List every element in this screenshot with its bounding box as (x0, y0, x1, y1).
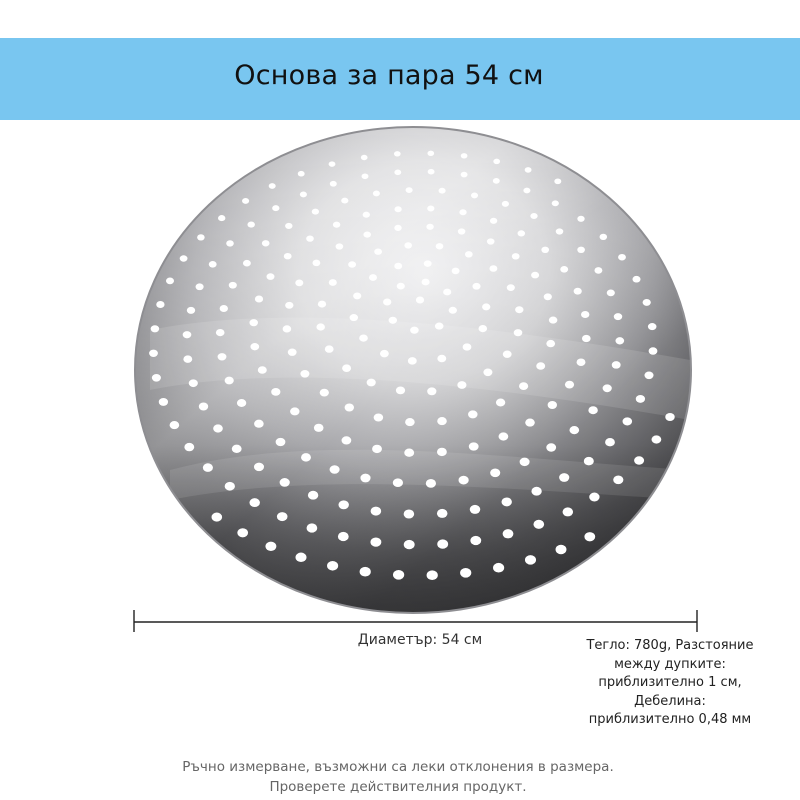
perforation-hole (549, 317, 557, 324)
spec-line: приблизително 1 см, (598, 675, 742, 690)
perforation-hole (525, 555, 536, 565)
perforation-hole (530, 213, 537, 219)
perforation-hole (470, 505, 481, 514)
perforation-hole (306, 235, 314, 241)
perforation-hole (314, 424, 324, 432)
perforation-hole (427, 206, 434, 212)
perforation-hole (285, 223, 292, 229)
perforation-hole (216, 329, 225, 336)
perforation-hole (361, 155, 368, 160)
perforation-hole (183, 331, 192, 338)
perforation-hole (493, 563, 504, 573)
perforation-hole (496, 399, 505, 407)
perforation-hole (531, 272, 539, 279)
perforation-hole (389, 317, 397, 324)
perforation-hole (298, 171, 305, 177)
perforation-hole (490, 468, 500, 477)
perforation-hole (307, 523, 318, 532)
perforation-hole (397, 283, 405, 290)
perforation-hole (443, 289, 451, 296)
spec-line: Тегло: 780g, Разстояние (586, 638, 754, 653)
perforation-hole (280, 478, 290, 487)
perforation-hole (614, 313, 622, 320)
perforation-hole (370, 537, 381, 546)
perforation-hole (243, 260, 251, 267)
perforation-hole (199, 403, 208, 411)
perforation-hole (360, 474, 370, 483)
perforation-hole (271, 388, 280, 396)
perforation-hole (582, 335, 591, 342)
perforation-hole (525, 419, 535, 427)
perforation-hole (336, 243, 344, 249)
note-line: Ръчно измерване, възможни са леки отклонения в размера. (182, 759, 614, 775)
perforation-hole (197, 234, 205, 240)
perforation-hole (515, 306, 523, 313)
perforation-hole (461, 172, 468, 178)
perforation-hole (437, 448, 447, 456)
perforation-hole (531, 487, 541, 496)
perforation-hole (367, 379, 376, 387)
perforation-hole (267, 273, 275, 280)
perforation-hole (632, 276, 640, 283)
perforation-hole (283, 325, 292, 332)
perforation-hole (471, 192, 478, 198)
perforation-hole (151, 325, 160, 332)
perforation-hole (166, 278, 174, 285)
page-title: Основа за пара 54 см (234, 60, 544, 91)
note-line: Проверете действителния продукт. (269, 779, 527, 795)
perforation-hole (665, 413, 675, 421)
perforation-hole (523, 188, 530, 194)
perforation-hole (584, 532, 595, 541)
perforation-hole (342, 436, 352, 444)
perforation-hole (372, 445, 382, 453)
measurement-note (100, 757, 696, 797)
perforation-hole (300, 191, 307, 197)
perforation-hole (262, 240, 270, 246)
perforation-hole (426, 479, 436, 488)
perforation-hole (338, 532, 349, 541)
perforation-hole (427, 387, 436, 395)
perforation-hole (518, 230, 526, 236)
perforation-hole (426, 224, 433, 230)
perforation-hole (594, 267, 602, 274)
perforation-hole (507, 284, 515, 291)
perforation-hole (350, 314, 358, 321)
perforation-hole (180, 255, 188, 261)
perforation-hole (439, 188, 446, 194)
perforation-hole (457, 381, 466, 389)
perforation-hole (254, 420, 264, 428)
perforation-hole (242, 198, 249, 204)
perforation-hole (288, 348, 297, 355)
perforation-hole (410, 327, 419, 334)
perforation-hole (353, 292, 361, 299)
perforation-hole (643, 299, 651, 306)
perforation-hole (394, 151, 401, 156)
perforation-hole (285, 302, 293, 309)
perforation-hole (437, 355, 446, 362)
perforation-hole (394, 225, 401, 231)
perforation-hole (348, 261, 356, 268)
perforation-hole (374, 248, 382, 254)
perforation-hole (265, 542, 276, 551)
perforation-hole (218, 215, 225, 221)
perforation-hole (648, 323, 657, 330)
perforation-hole (588, 406, 597, 414)
perforation-hole (560, 266, 568, 273)
perforation-hole (449, 307, 457, 314)
perforation-hole (394, 206, 401, 212)
perforation-hole (254, 463, 264, 472)
perforation-hole (612, 361, 621, 369)
perforation-hole (408, 357, 417, 365)
perforation-hole (232, 445, 242, 453)
diameter-label: Диаметър: 54 см (357, 632, 483, 648)
perforation-hole (490, 218, 497, 224)
perforation-hole (556, 545, 567, 554)
perforation-hole (284, 253, 292, 259)
perforation-hole (170, 421, 180, 429)
perforation-hole (237, 399, 246, 407)
perforation-hole (514, 329, 523, 336)
perforation-hole (465, 251, 473, 257)
perforation-hole (404, 509, 415, 518)
perforation-hole (258, 366, 267, 374)
perforation-hole (525, 167, 532, 173)
perforation-hole (636, 395, 645, 403)
perforation-hole (295, 280, 303, 287)
perforation-hole (459, 476, 469, 485)
perforation-hole (220, 305, 228, 312)
perforation-hole (225, 482, 235, 491)
perforation-hole (437, 509, 448, 518)
perforation-hole (394, 169, 401, 175)
perforation-hole (272, 205, 279, 211)
perforation-hole (345, 404, 354, 412)
perforation-hole (502, 201, 509, 207)
perforation-hole (563, 507, 574, 516)
perforation-hole (405, 418, 415, 426)
perforation-hole (559, 473, 569, 482)
perforation-hole (544, 293, 552, 300)
perforation-hole (189, 379, 198, 387)
perforation-hole (584, 457, 594, 466)
perforation-hole (203, 463, 213, 472)
perforation-hole (552, 200, 559, 206)
perforation-hole (362, 173, 369, 179)
perforation-hole (329, 161, 336, 167)
perforation-hole (380, 350, 389, 357)
perforation-hole (341, 198, 348, 204)
perforation-hole (519, 382, 528, 390)
perforation-hole (436, 243, 444, 249)
spec-line: Дебелина: (634, 693, 706, 709)
perforation-hole (649, 347, 658, 354)
perforation-hole (607, 289, 615, 296)
perforation-hole (533, 520, 544, 529)
perforation-hole (396, 387, 405, 395)
perforation-hole (301, 453, 311, 461)
perforation-hole (603, 384, 612, 392)
perforation-hole (435, 323, 444, 330)
perforation-hole (363, 231, 371, 237)
perforation-hole (247, 222, 254, 228)
perforation-hole (394, 263, 402, 270)
perforation-hole (369, 274, 377, 281)
perforation-hole (574, 288, 582, 295)
perforation-hole (482, 303, 490, 310)
perforation-hole (383, 299, 391, 306)
perforation-hole (479, 325, 488, 332)
perforation-hole (295, 553, 306, 562)
perforation-hole (330, 465, 340, 474)
perforation-hole (374, 413, 384, 421)
perforation-hole (159, 398, 168, 406)
perforation-hole (300, 370, 309, 378)
perforation-hole (427, 151, 434, 156)
perforation-hole (255, 296, 263, 303)
perforation-hole (209, 261, 217, 268)
perforation-hole (581, 311, 589, 318)
perforation-hole (468, 410, 477, 418)
perforation-hole (472, 283, 480, 290)
perforation-hole (459, 209, 466, 215)
perforation-hole (249, 319, 257, 326)
perforation-hole (318, 301, 326, 308)
perforation-hole (406, 187, 413, 193)
perforation-hole (554, 178, 561, 184)
perforation-hole (541, 247, 549, 253)
perforation-hole (218, 353, 227, 360)
perforation-hole (360, 567, 371, 577)
perforation-hole (184, 443, 194, 451)
perforation-hole (499, 432, 509, 440)
perforation-hole (428, 169, 435, 175)
perforation-hole (330, 181, 337, 187)
perforation-hole (269, 183, 276, 189)
perforation-hole (329, 279, 337, 286)
perforation-hole (458, 228, 466, 234)
spec-line: приблизително 0,48 мм (588, 712, 752, 727)
perforation-hole (427, 570, 438, 580)
perforation-hole (183, 355, 192, 363)
perforation-hole (483, 368, 492, 376)
perforation-hole (512, 253, 520, 259)
perforation-hole (156, 301, 164, 308)
perforation-hole (393, 570, 404, 580)
perforation-hole (548, 401, 557, 409)
perforation-hole (460, 568, 471, 578)
perforation-hole (577, 216, 584, 222)
perforation-hole (487, 238, 495, 244)
spec-text (570, 637, 770, 730)
perforation-hole (333, 222, 340, 228)
perforation-hole (308, 491, 318, 500)
perforation-hole (589, 493, 599, 502)
perforation-hole (493, 178, 500, 184)
perforation-hole (416, 297, 424, 304)
perforation-hole (422, 279, 430, 286)
spec-line: между дупките: (614, 656, 726, 672)
perforation-hole (327, 561, 338, 571)
perforation-hole (424, 260, 432, 267)
perforation-hole (404, 448, 414, 456)
perforation-hole (644, 371, 653, 379)
perforation-hole (325, 345, 334, 352)
perforation-hole (404, 242, 412, 248)
perforation-hole (359, 334, 368, 341)
perforation-hole (615, 337, 624, 344)
perforation-hole (503, 350, 512, 357)
perforation-hole (393, 478, 403, 487)
perforation-hole (277, 512, 288, 521)
perforation-hole (469, 442, 479, 450)
perforation-hole (605, 438, 615, 446)
perforation-hole (536, 362, 545, 370)
perforation-hole (187, 307, 195, 314)
perforation-hole (338, 500, 348, 509)
perforation-hole (213, 424, 223, 432)
perforation-hole (250, 343, 259, 350)
perforation-hole (373, 190, 380, 196)
perforation-hole (312, 260, 320, 267)
perforation-hole (577, 358, 586, 366)
perforation-hole (226, 240, 234, 246)
perforation-hole (600, 234, 608, 240)
perforation-hole (546, 443, 556, 451)
perforation-hole (212, 513, 223, 522)
perforation-hole (577, 247, 585, 253)
perforation-hole (196, 283, 204, 290)
perforation-hole (404, 540, 415, 549)
perforation-hole (452, 268, 460, 275)
perforation-hole (276, 438, 286, 446)
perforation-hole (437, 417, 447, 425)
perforation-hole (501, 497, 511, 506)
perforation-hole (149, 350, 158, 357)
perforation-hole (618, 254, 626, 260)
perforation-hole (652, 435, 662, 443)
perforation-hole (503, 529, 514, 538)
perforation-hole (152, 374, 161, 382)
perforation-hole (320, 389, 329, 397)
perforation-hole (520, 458, 530, 467)
perforation-hole (437, 539, 448, 548)
perforation-hole (363, 212, 370, 218)
perforation-hole (546, 340, 555, 347)
perforation-hole (470, 536, 481, 545)
perforation-hole (461, 153, 468, 158)
perforation-hole (613, 475, 623, 484)
perforation-hole (565, 381, 574, 389)
perforation-hole (463, 343, 472, 350)
perforation-hole (569, 426, 579, 434)
perforation-hole (237, 528, 248, 537)
perforation-hole (225, 377, 234, 385)
perforation-hole (316, 323, 325, 330)
perforation-hole (312, 209, 319, 215)
perforation-hole (556, 228, 564, 234)
perforation-hole (634, 456, 644, 465)
perforation-hole (249, 498, 259, 507)
perforation-hole (493, 159, 500, 165)
perforation-hole (229, 282, 237, 289)
perforation-hole (342, 364, 351, 372)
perforation-hole (489, 265, 497, 272)
perforation-hole (290, 407, 299, 415)
perforation-hole (371, 507, 382, 516)
perforation-hole (623, 417, 633, 425)
